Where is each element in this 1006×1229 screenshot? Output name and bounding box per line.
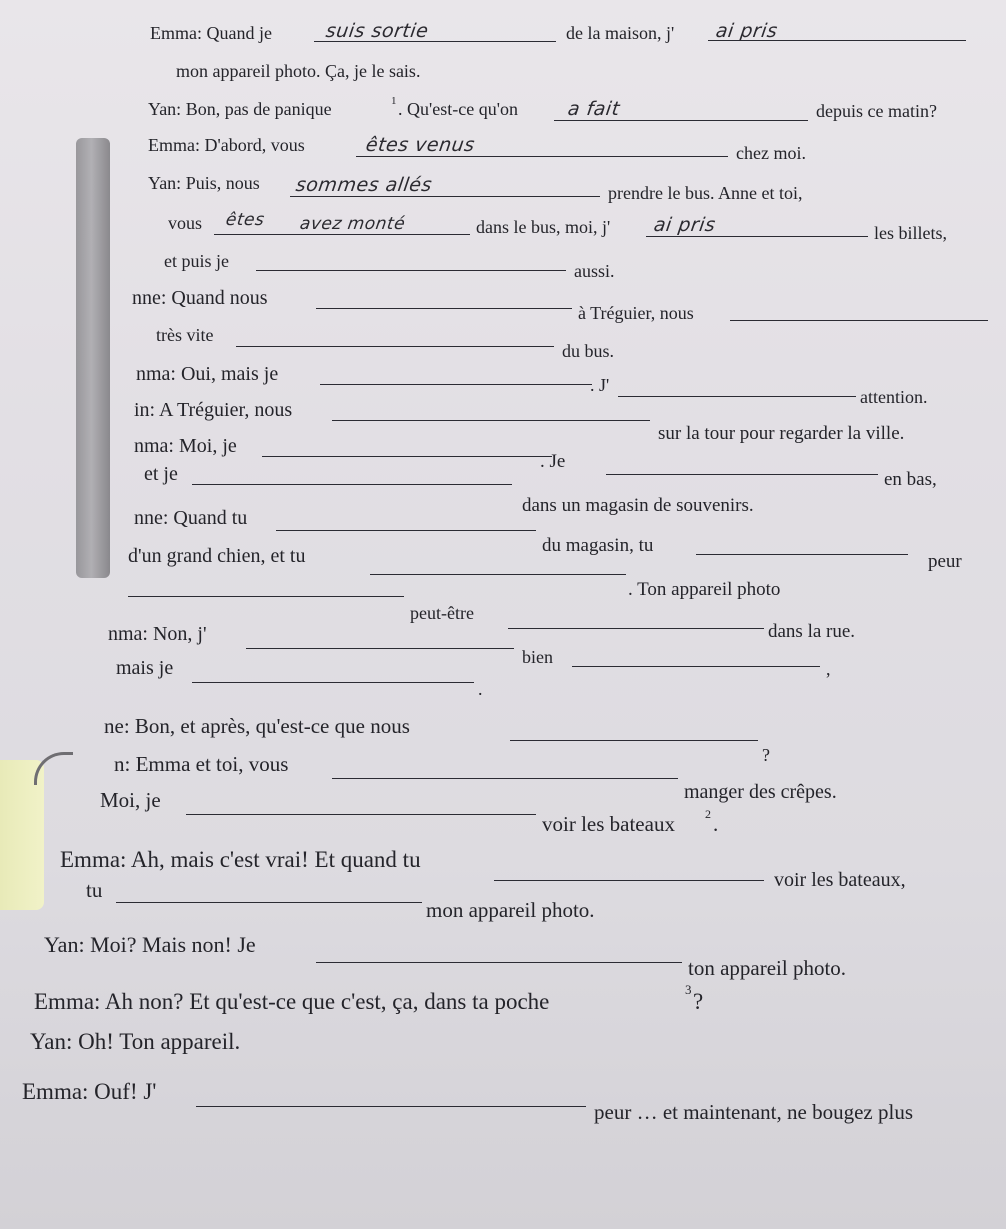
text-line: peur … et maintenant, ne bougez plus	[594, 1100, 913, 1124]
text-line: vous	[168, 213, 203, 233]
blank-line[interactable]	[508, 628, 764, 629]
blank-line[interactable]	[196, 1106, 586, 1107]
blank-line[interactable]	[256, 270, 566, 271]
blank-line[interactable]	[316, 308, 572, 309]
text-line: à Tréguier, nous	[578, 303, 694, 323]
blank-line[interactable]	[246, 648, 514, 649]
blank-line[interactable]	[696, 554, 908, 555]
text-line: mon appareil photo. Ça, je le sais.	[176, 61, 421, 81]
handwritten-answer: êtes venus	[364, 134, 477, 156]
text-line: nma: Non, j'	[108, 623, 207, 645]
text-line: aussi.	[574, 261, 615, 281]
blank-line[interactable]	[494, 880, 764, 881]
blank-line[interactable]	[186, 814, 536, 815]
blank-line[interactable]	[332, 420, 650, 421]
footnote-mark: 1	[391, 95, 397, 107]
text-line: dans la rue.	[768, 621, 856, 642]
text-line: . Je	[540, 451, 566, 472]
text-line: mon appareil photo.	[426, 898, 595, 922]
blank-line[interactable]	[116, 902, 422, 903]
blank-line[interactable]	[320, 384, 592, 385]
text-line: nma: Oui, mais je	[136, 363, 279, 385]
blank-line[interactable]	[332, 778, 678, 779]
text-line: peut-être	[410, 603, 474, 623]
text-line: .	[478, 679, 483, 699]
handwritten-answer: sommes allés	[294, 174, 434, 196]
text-line: les billets,	[874, 223, 947, 243]
text-line: du magasin, tu	[542, 535, 654, 556]
text-line: prendre le bus. Anne et toi,	[608, 183, 803, 203]
text-line: nne: Quand nous	[132, 287, 268, 309]
text-line: ?	[762, 745, 770, 765]
text-line: dans un magasin de souvenirs.	[522, 495, 754, 516]
text-line: in: A Tréguier, nous	[134, 399, 293, 421]
blank-line[interactable]	[316, 962, 682, 963]
text-line: chez moi.	[736, 143, 806, 163]
text-line: Moi, je	[100, 788, 161, 812]
text-line: . J'	[590, 375, 610, 395]
text-line: dans le bus, moi, j'	[476, 217, 611, 237]
blank-line[interactable]	[192, 484, 512, 485]
text-line: ton appareil photo.	[688, 956, 847, 980]
blank-line[interactable]	[554, 120, 808, 121]
blank-line[interactable]	[276, 530, 536, 531]
text-line: très vite	[156, 325, 214, 345]
text-line: de la maison, j'	[566, 23, 675, 43]
handwritten-answer: suis sortie	[324, 20, 430, 42]
text-line: depuis ce matin?	[816, 101, 937, 121]
text-line: Yan: Oh! Ton appareil.	[30, 1029, 241, 1054]
text-line: voir les bateaux,	[774, 869, 906, 891]
text-line: . Ton appareil photo	[628, 579, 781, 600]
text-line: du bus.	[562, 341, 615, 361]
blank-line[interactable]	[606, 474, 878, 475]
text-line: tu	[86, 878, 103, 902]
text-line: Emma: Quand je	[150, 23, 272, 43]
text-line: Emma: Ah non? Et qu'est-ce que c'est, ça, dans ta poche	[34, 989, 550, 1014]
blank-line[interactable]	[510, 740, 758, 741]
blank-line[interactable]	[214, 234, 470, 235]
text-line: nma: Moi, je	[134, 435, 237, 457]
text-line: manger des crêpes.	[684, 781, 837, 803]
blank-line[interactable]	[730, 320, 988, 321]
text-line: attention.	[860, 387, 928, 407]
text-line: .	[713, 812, 719, 836]
blank-line[interactable]	[356, 156, 728, 157]
text-line: en bas,	[884, 469, 937, 490]
blank-line[interactable]	[236, 346, 554, 347]
text-line: Yan: Moi? Mais non! Je	[44, 932, 256, 957]
blank-line[interactable]	[128, 596, 404, 597]
footnote-mark: 2	[705, 807, 711, 821]
text-line: nne: Quand tu	[134, 507, 248, 529]
page-curl	[34, 752, 73, 785]
footnote-mark: 3	[685, 982, 692, 997]
text-line: et je	[144, 463, 178, 485]
blank-line[interactable]	[192, 682, 474, 683]
text-line: Emma: Ah, mais c'est vrai! Et quand tu	[60, 847, 421, 872]
handwritten-answer: ai pris	[714, 20, 780, 42]
text-line: bien	[522, 647, 553, 667]
text-line: ,	[826, 659, 831, 679]
text-line: Emma: D'abord, vous	[148, 135, 305, 155]
blank-line[interactable]	[262, 456, 552, 457]
blank-line[interactable]	[572, 666, 820, 667]
blank-line[interactable]	[370, 574, 626, 575]
text-line: ?	[693, 989, 704, 1014]
handwritten-answer: êtes	[224, 210, 266, 230]
text-line: ne: Bon, et après, qu'est-ce que nous	[104, 714, 410, 738]
text-line: Yan: Puis, nous	[148, 173, 260, 193]
text-line: n: Emma et toi, vous	[114, 752, 289, 776]
blank-line[interactable]	[290, 196, 600, 197]
text-line: et puis je	[164, 251, 229, 271]
blank-line[interactable]	[618, 396, 856, 397]
text-line: Emma: Ouf! J'	[22, 1079, 157, 1104]
text-line: sur la tour pour regarder la ville.	[658, 423, 905, 444]
text-line: Yan: Bon, pas de panique	[148, 99, 332, 119]
text-line: d'un grand chien, et tu	[128, 545, 306, 567]
text-line: . Qu'est-ce qu'on	[398, 99, 518, 119]
binder-ring	[76, 138, 110, 578]
text-line: peur	[928, 551, 962, 572]
blank-line[interactable]	[646, 236, 868, 237]
text-line: mais je	[116, 657, 174, 679]
handwritten-answer: ai pris	[652, 214, 718, 236]
handwritten-answer: a fait	[566, 98, 622, 120]
text-line: voir les bateaux	[542, 812, 675, 836]
handwritten-answer: avez monté	[298, 214, 407, 234]
